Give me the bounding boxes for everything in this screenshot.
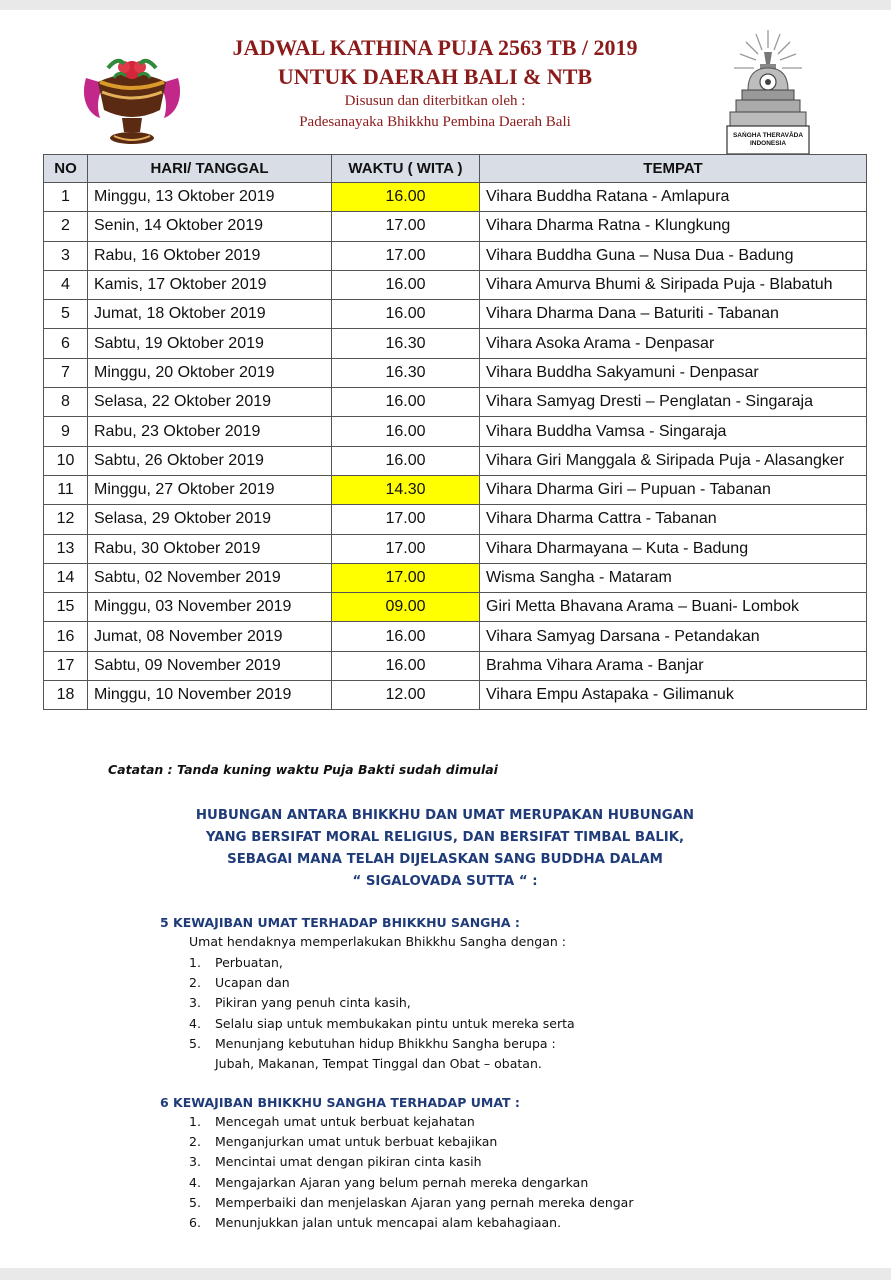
row-time: 17.00 [332, 563, 480, 592]
list-item [189, 1112, 633, 1132]
row-no: 14 [44, 563, 88, 592]
row-day: Jumat, 18 Oktober 2019 [88, 300, 332, 329]
row-day: Sabtu, 09 November 2019 [88, 651, 332, 680]
list-item-number: 3. [189, 1154, 201, 1170]
row-place: Vihara Buddha Guna – Nusa Dua - Badung [480, 241, 867, 270]
row-place: Giri Metta Bhavana Arama – Buani- Lombok [480, 593, 867, 622]
list-item [189, 973, 575, 993]
list-item-text: Mencintai umat dengan pikiran cinta kasih [215, 1154, 482, 1170]
row-day: Rabu, 16 Oktober 2019 [88, 241, 332, 270]
row-no: 17 [44, 651, 88, 680]
row-no: 9 [44, 417, 88, 446]
row-no: 8 [44, 388, 88, 417]
list-item [189, 1014, 575, 1034]
row-day: Minggu, 13 Oktober 2019 [88, 183, 332, 212]
list-item-text: Jubah, Makanan, Tempat Tinggal dan Obat – obatan. [215, 1056, 542, 1072]
row-time: 16.00 [332, 446, 480, 475]
row-time: 16.00 [332, 183, 480, 212]
list-item-number: 5. [189, 1194, 201, 1210]
section1-list [189, 953, 575, 1074]
list-item [189, 1193, 633, 1213]
stupa-logo-text: SAṄGHA THERAVĀDA INDONESIA [732, 132, 804, 147]
table-row [44, 593, 867, 622]
row-no: 12 [44, 505, 88, 534]
publisher-intro: Disusun dan diterbitkan oleh : [344, 93, 526, 109]
document-title-line2: UNTUK DAERAH BALI & NTB [277, 64, 593, 89]
table-row [44, 681, 867, 710]
row-no: 18 [44, 681, 88, 710]
table-row [44, 212, 867, 241]
row-no: 6 [44, 329, 88, 358]
row-place: Vihara Giri Manggala & Siripada Puja - Alasangker [480, 446, 867, 475]
list-item-number: 3. [189, 995, 201, 1011]
table-row [44, 651, 867, 680]
row-place: Brahma Vihara Arama - Banjar [480, 651, 867, 680]
row-day: Sabtu, 02 November 2019 [88, 563, 332, 592]
note-text: Catatan : Tanda kuning waktu Puja Bakti sudah dimulai [108, 762, 498, 777]
list-item [189, 1213, 633, 1233]
table-row [44, 270, 867, 299]
statement-line: “ SIGALOVADA SUTTA “ : [352, 874, 538, 889]
header-time: WAKTU ( WITA ) [332, 155, 480, 183]
row-day: Senin, 14 Oktober 2019 [88, 212, 332, 241]
table-row [44, 505, 867, 534]
table-row [44, 534, 867, 563]
row-day: Jumat, 08 November 2019 [88, 622, 332, 651]
row-day: Kamis, 17 Oktober 2019 [88, 270, 332, 299]
list-item-text: Mencegah umat untuk berbuat kejahatan [215, 1114, 475, 1129]
schedule-table [43, 154, 867, 710]
document-title-line1: JADWAL KATHINA PUJA 2563 TB / 2019 [232, 35, 638, 60]
row-time: 16.30 [332, 329, 480, 358]
row-place: Vihara Empu Astapaka - Gilimanuk [480, 681, 867, 710]
schedule-table-body [44, 183, 867, 710]
list-item-number: 1. [189, 1114, 201, 1129]
row-time: 17.00 [332, 212, 480, 241]
list-item [189, 993, 575, 1013]
list-item-number: 5. [189, 1035, 201, 1051]
row-place: Vihara Dharma Ratna - Klungkung [480, 212, 867, 241]
row-time: 16.00 [332, 300, 480, 329]
row-time: 16.00 [332, 417, 480, 446]
list-item-text: Menunjang kebutuhan hidup Bhikkhu Sangha berupa : [215, 1035, 556, 1051]
row-place: Vihara Dharma Giri – Pupuan - Tabanan [480, 475, 867, 504]
row-time: 16.00 [332, 651, 480, 680]
list-item [189, 1034, 575, 1054]
section2-title: 6 KEWAJIBAN BHIKKHU SANGHA TERHADAP UMAT : [160, 1095, 520, 1110]
row-time: 17.00 [332, 505, 480, 534]
table-row [44, 388, 867, 417]
row-no: 3 [44, 241, 88, 270]
table-row [44, 563, 867, 592]
row-no: 10 [44, 446, 88, 475]
table-header-row [44, 155, 867, 183]
statement-line: YANG BERSIFAT MORAL RELIGIUS, DAN BERSIFAT TIMBAL BALIK, [205, 830, 685, 845]
row-place: Vihara Buddha Sakyamuni - Denpasar [480, 358, 867, 387]
list-item-number: 6. [189, 1215, 201, 1231]
list-item-text: Ucapan dan [215, 975, 290, 991]
row-time: 17.00 [332, 241, 480, 270]
list-item-text: Memperbaiki dan menjelaskan Ajaran yang pernah mereka dengar [215, 1194, 634, 1210]
row-no: 2 [44, 212, 88, 241]
row-no: 16 [44, 622, 88, 651]
row-time: 12.00 [332, 681, 480, 710]
row-no: 4 [44, 270, 88, 299]
table-row [44, 329, 867, 358]
section1-intro: Umat hendaknya memperlakukan Bhikkhu Sangha dengan : [189, 934, 566, 949]
row-time: 17.00 [332, 534, 480, 563]
list-item-text: Perbuatan, [215, 955, 283, 970]
section2-list [189, 1112, 633, 1233]
row-no: 11 [44, 475, 88, 504]
row-place: Vihara Buddha Ratana - Amlapura [480, 183, 867, 212]
row-no: 1 [44, 183, 88, 212]
list-item-number: 2. [189, 975, 201, 991]
row-day: Sabtu, 26 Oktober 2019 [88, 446, 332, 475]
row-place: Vihara Dharmayana – Kuta - Badung [480, 534, 867, 563]
header-day: HARI/ TANGGAL [88, 155, 332, 183]
list-item-text: Menunjukkan jalan untuk mencapai alam kebahagiaan. [215, 1215, 562, 1231]
row-day: Minggu, 03 November 2019 [88, 593, 332, 622]
section1-title: 5 KEWAJIBAN UMAT TERHADAP BHIKKHU SANGHA : [160, 915, 520, 930]
row-day: Sabtu, 19 Oktober 2019 [88, 329, 332, 358]
list-item [189, 1152, 633, 1172]
row-place: Vihara Amurva Bhumi & Siripada Puja - Blabatuh [480, 270, 867, 299]
table-row [44, 241, 867, 270]
list-item [189, 1054, 575, 1074]
statement-line: SEBAGAI MANA TELAH DIJELASKAN SANG BUDDHA DALAM [227, 852, 663, 867]
row-day: Rabu, 23 Oktober 2019 [88, 417, 332, 446]
table-row [44, 183, 867, 212]
list-item [189, 1173, 633, 1193]
row-day: Selasa, 22 Oktober 2019 [88, 388, 332, 417]
header-no: NO [44, 155, 88, 183]
document-page [0, 10, 891, 1268]
row-time: 16.30 [332, 358, 480, 387]
list-item-text: Mengajarkan Ajaran yang belum pernah mereka dengarkan [215, 1174, 589, 1190]
list-item-number: 1. [189, 955, 201, 970]
row-place: Vihara Buddha Vamsa - Singaraja [480, 417, 867, 446]
row-time: 16.00 [332, 270, 480, 299]
table-row [44, 358, 867, 387]
row-time: 16.00 [332, 622, 480, 651]
list-item-number: 2. [189, 1134, 201, 1150]
row-day: Selasa, 29 Oktober 2019 [88, 505, 332, 534]
row-day: Minggu, 10 November 2019 [88, 681, 332, 710]
table-row [44, 300, 867, 329]
row-day: Rabu, 30 Oktober 2019 [88, 534, 332, 563]
row-time: 14.30 [332, 475, 480, 504]
row-place: Vihara Samyag Darsana - Petandakan [480, 622, 867, 651]
row-day: Minggu, 20 Oktober 2019 [88, 358, 332, 387]
row-place: Vihara Asoka Arama - Denpasar [480, 329, 867, 358]
statement-block [140, 805, 750, 893]
list-item [189, 953, 575, 973]
table-row [44, 446, 867, 475]
row-day: Minggu, 27 Oktober 2019 [88, 475, 332, 504]
row-no: 15 [44, 593, 88, 622]
header-place: TEMPAT [480, 155, 867, 183]
row-place: Wisma Sangha - Mataram [480, 563, 867, 592]
row-place: Vihara Samyag Dresti – Penglatan - Singaraja [480, 388, 867, 417]
statement-line: HUBUNGAN ANTARA BHIKKHU DAN UMAT MERUPAKAN HUBUNGAN [195, 808, 695, 823]
row-no: 13 [44, 534, 88, 563]
row-place: Vihara Dharma Dana – Baturiti - Tabanan [480, 300, 867, 329]
table-row [44, 475, 867, 504]
row-time: 09.00 [332, 593, 480, 622]
kathina-bowl-logo [78, 48, 186, 152]
list-item-number: 4. [189, 1015, 201, 1031]
list-item [189, 1132, 633, 1152]
list-item-text: Pikiran yang penuh cinta kasih, [215, 995, 411, 1011]
row-time: 16.00 [332, 388, 480, 417]
list-item-text: Selalu siap untuk membukakan pintu untuk mereka serta [215, 1015, 575, 1031]
table-row [44, 417, 867, 446]
publisher-name: Padesanayaka Bhikkhu Pembina Daerah Bali [299, 114, 571, 130]
list-item-text: Menganjurkan umat untuk berbuat kebajikan [215, 1134, 498, 1150]
row-no: 7 [44, 358, 88, 387]
row-place: Vihara Dharma Cattra - Tabanan [480, 505, 867, 534]
row-no: 5 [44, 300, 88, 329]
list-item-number: 4. [189, 1174, 201, 1190]
table-row [44, 622, 867, 651]
